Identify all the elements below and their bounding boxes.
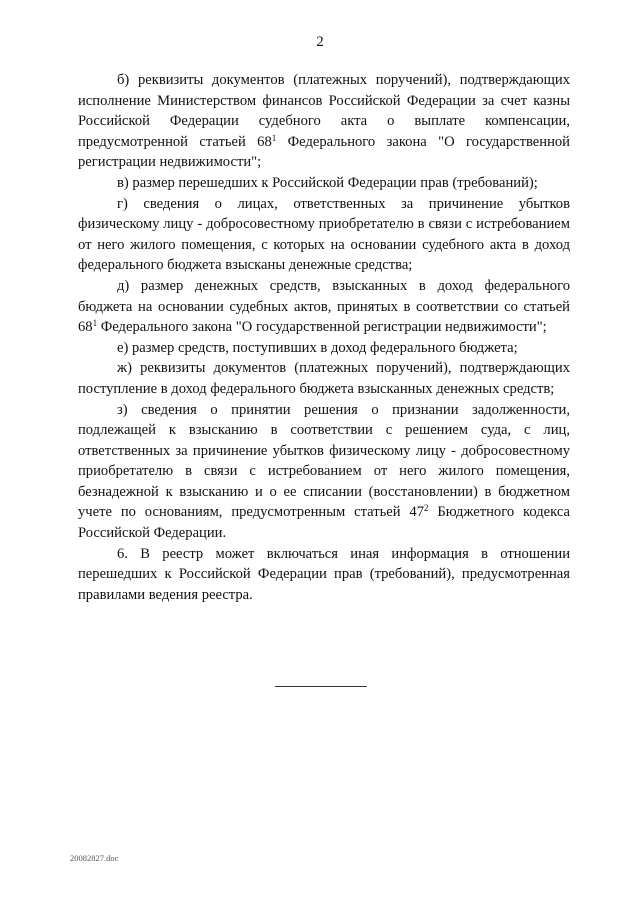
paragraph-6-other-information: 6. В реестр может включаться иная информация в отношении перешедших к Российской Федерации прав (требований), предусмотренная правилами ведения реестра. xyxy=(78,545,570,603)
paragraph-b-payment-documents xyxy=(78,70,570,173)
paragraph-zh-receipt-documents: ж) реквизиты документов (платежных поручений), подтверждающих поступление в доход федерального бюджета взысканных денежных средств; xyxy=(78,360,570,397)
paragraph-text: з) сведения о принятии решения о признании задолженности, подлежащей к взысканию в соответствии с решением суда, с лиц, ответственных за причинение убытков физическому лицу - добросовестному приобретателю в связи с истребованием от него жилого помещения, безнадежной к взысканию и о ее списании (восстановлении) в бюджетном учете по основаниям, предусмотренным статьей 47 xyxy=(78,401,570,521)
paragraph-text: Федерального закона "О государственной регистрации недвижимости"; xyxy=(78,133,570,171)
paragraph-z-debt-write-off xyxy=(78,400,570,544)
article-superscript: 1 xyxy=(271,132,277,143)
paragraph-v-rights-amount: в) размер перешедших к Российской Федерации прав (требований); xyxy=(117,174,538,191)
paragraph-text: б) реквизиты документов (платежных поручений), подтверждающих исполнение Министерством финансов Российской Федерации за счет казны Российской Федерации судебного акта о выплате компенсации, предусмотренной статьей 68 xyxy=(78,72,570,150)
paragraph-text: Федерального закона "О государственной регистрации недвижимости"; xyxy=(97,319,547,336)
paragraph-d-collected-funds xyxy=(78,276,570,338)
article-superscript: 2 xyxy=(424,503,429,514)
paragraph-g-responsible-persons: г) сведения о лицах, ответственных за причинение убытков физическому лицу - добросовестному приобретателю в связи с истребованием от него жилого помещения, с которых на основании судебного акта в доход федерального бюджета взысканы денежные средства; xyxy=(78,195,570,274)
article-superscript: 1 xyxy=(92,318,98,329)
paragraph-text: д) размер денежных средств, взысканных в доход федерального бюджета на основании судебных актов, принятых в соответствии со статьей 68 xyxy=(78,277,570,336)
page-number: 2 xyxy=(316,34,324,50)
document-body xyxy=(78,70,570,605)
end-of-text-rule xyxy=(275,686,367,687)
document-file-name: 20082827.doc xyxy=(70,853,119,863)
paragraph-e-received-funds: е) размер средств, поступивших в доход федерального бюджета; xyxy=(117,339,518,356)
paragraph-text: Бюджетного кодекса Российской Федерации. xyxy=(78,504,570,542)
